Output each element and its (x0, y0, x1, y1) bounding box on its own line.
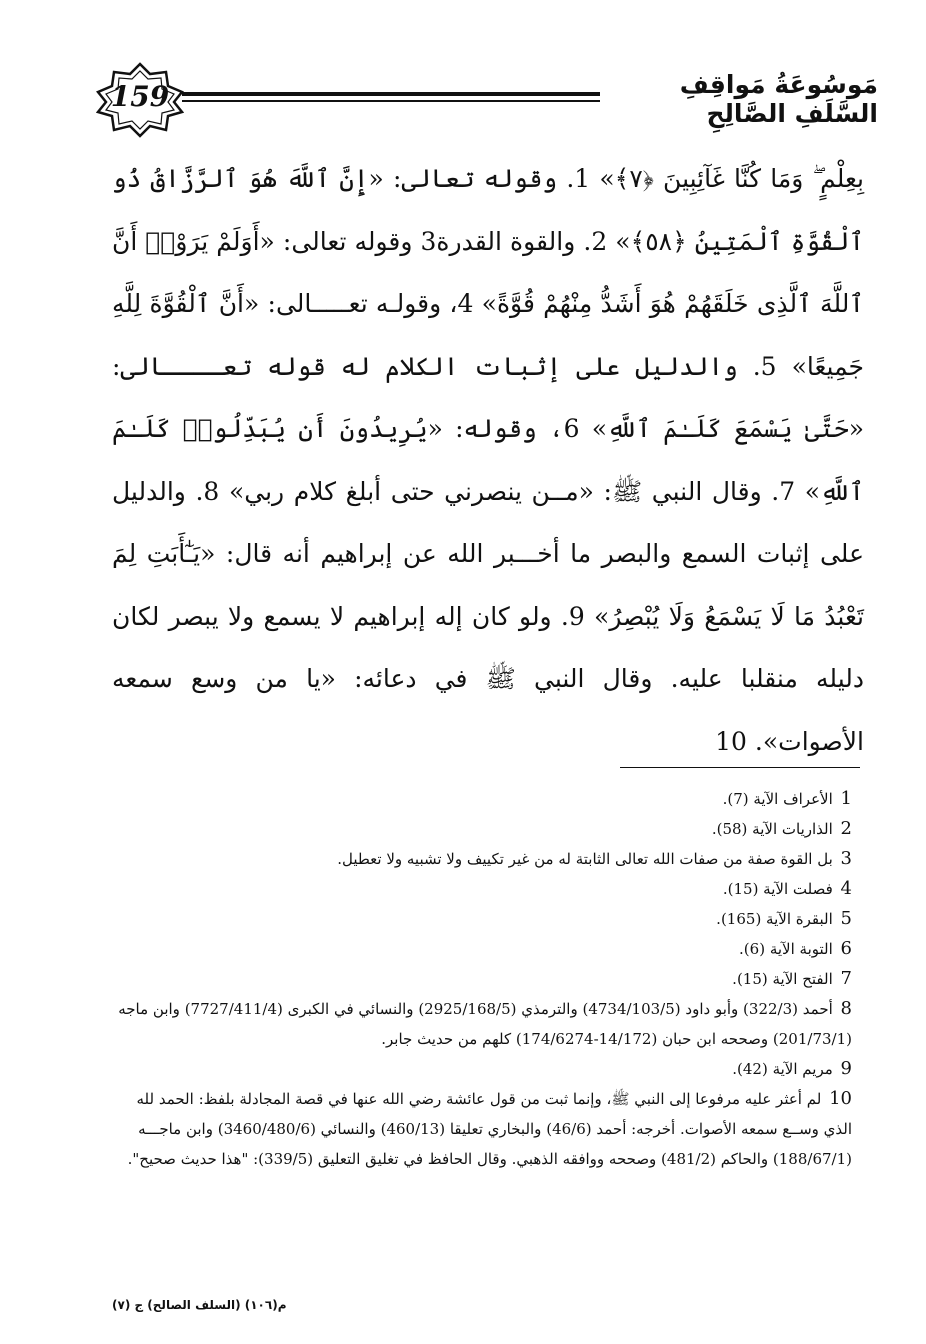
book-title: مَوسُوعَةُ مَواقِفِ السَّلَفِ الصَّالِحِ (679, 70, 878, 128)
page-number: 159 (110, 80, 170, 113)
main-paragraph: بِعِلْمٍ ۖ وَمَا كُنَّا غَآئِبِينَ ﴿٧﴾» 1. وقوله تعالى: «إِنَّ ٱللَّهَ هُوَ ٱلرَّزَّاقُ ذُو ٱلْقُوَّةِ ٱلْمَتِينُ ﴿٥٨﴾» 2. والقوة القدرة3 وقوله تعالى: «أَوَلَمْ يَرَوْا۟ أَنَّ ٱللَّهَ ٱلَّذِى خَلَقَهُمْ هُوَ أَشَدُّ مِنْهُمْ قُوَّةً» 4، وقولـه تعـــــالى: «أَنَّ ٱلْقُوَّةَ لِلَّهِ جَمِيعًا» 5. والدليل على إثبات الكلام له قوله تعــــالى: «حَتَّىٰ يَسْمَعَ كَلَـٰمَ ٱللَّهِ» 6، وقوله: «يُرِيدُونَ أَن يُبَدِّلُوا۟ كَلَـٰمَ ٱللَّهِ» 7. وقال النبي ﷺ: «مــن ينصرني حتى أبلغ كلام ربي» 8. والدليل على إثبات السمع والبصر ما أخـــبر الله عن إبراهيم أنه قال: «يَـٰٓأَبَتِ لِمَ تَعْبُدُ مَا لَا يَسْمَعُ وَلَا يُبْصِرُ» 9. ولو كان إله إبراهيم لا يسمع ولا يبصر لكان دليله منقلبا عليه. وقال النبي ﷺ في دعائه: «يا من وسع سمعه الأصوات». 10 (112, 164, 865, 756)
page-header (96, 62, 878, 138)
footnote: 10 لم أعثر عليه مرفوعا إلى النبي ﷺ، وإنما ثبت من قول عائشة رضي الله عنها في قصة المجادلة بلفظ: الحمد لله الذي وســع سمعه الأصوات. أخرجه: أحمد (46/6) والبخاري تعليقا (460/13) والنسائي (3460/480/6) وابن ماجـــه (188/67/1) والحاكم (481/2) وصححه ووافقه الذهبي. وقال الحافظ في تغليق التعليق (339/5): "هذا حديث صحيح". (127, 1088, 852, 1168)
footnote: 7 الفتح الآية (15). (732, 968, 852, 989)
footnote: 5 البقرة الآية (165). (716, 908, 852, 929)
footnote: 6 التوبة الآية (6). (739, 938, 852, 959)
footnote: 8 أحمد (322/3) وأبو داود (4734/103/5) والترمذي (2925/168/5) والنسائي في الكبرى (7727/411/4) وابن ماجه (201/73/1) وصححه ابن حبان (14/172-174/6274) كلهم من حديث جابر. (118, 998, 852, 1048)
footnote: 9 مريم الآية (42). (732, 1058, 852, 1079)
page-number-badge (96, 62, 184, 138)
footnote-separator (620, 767, 860, 768)
footnotes (112, 784, 852, 1174)
footnote: 3 بل القوة صفة من صفات الله تعالى الثابتة له من غير تكييف ولا تشبيه ولا تعطيل. (337, 848, 852, 869)
header-rule-thick (182, 92, 600, 96)
main-text (112, 148, 864, 773)
signature-mark: م(١٠٦) (السلف الصالح) ج (٧) (112, 1298, 287, 1312)
header-rule-thin (182, 100, 600, 102)
footnote: 4 فصلت الآية (15). (722, 878, 852, 899)
footnote: 1 الأعراف الآية (7). (722, 788, 852, 809)
footnote: 2 الذاريات الآية (58). (711, 818, 852, 839)
